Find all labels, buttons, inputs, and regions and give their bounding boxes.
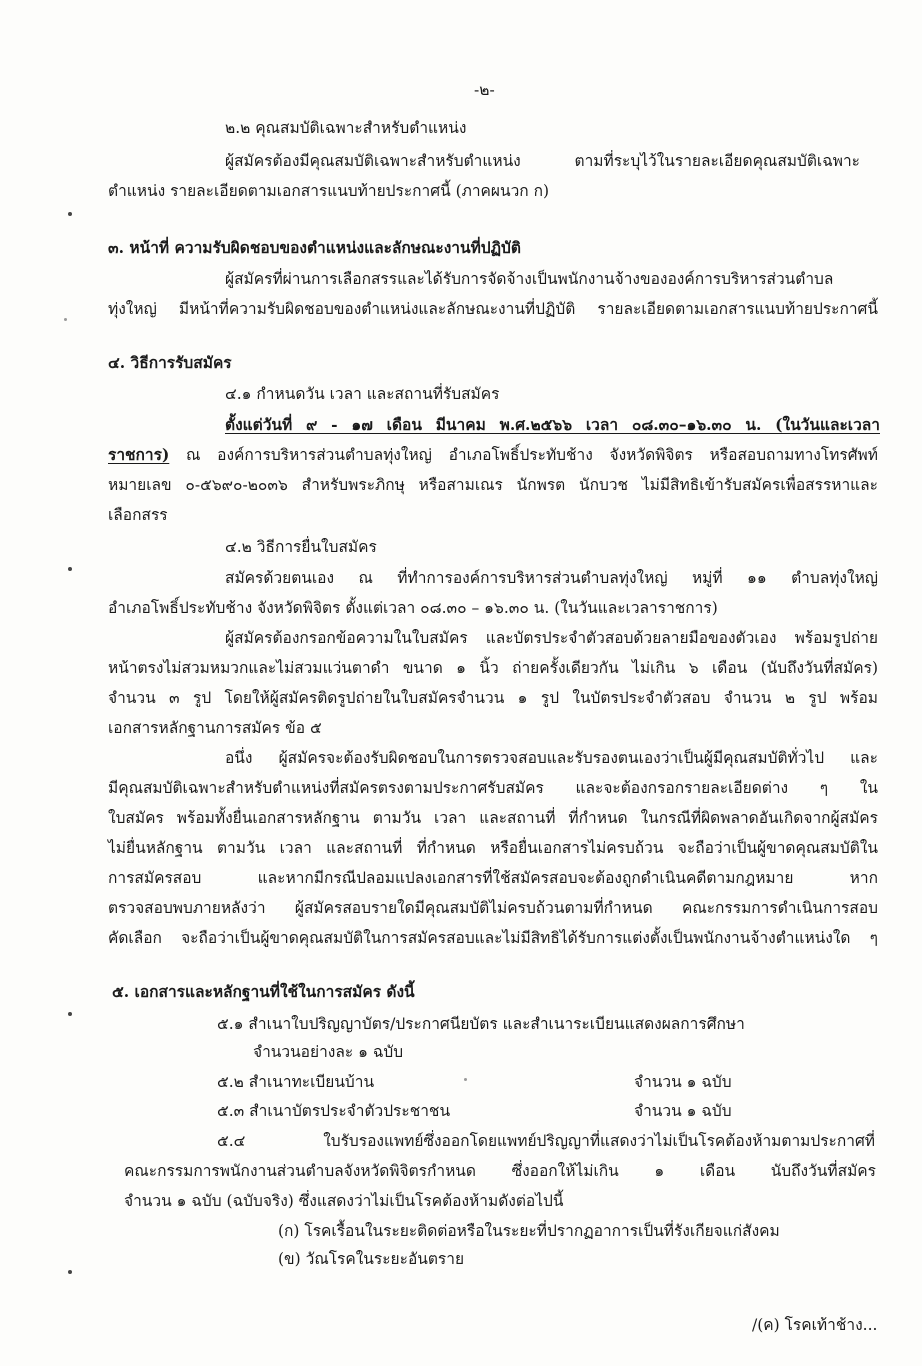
section-4-2-text: ใบสมัคร พร้อมทั้งยื่นเอกสารหลักฐาน ตามวัน เวลา และสถานที่ ที่กำหนด ในกรณีที่ผิดพลาดอันเกิดจากผู้สมัคร [108, 809, 878, 827]
scan-speck [68, 1270, 72, 1274]
section-5-1-text: ๕.๑ สำเนาใบปริญญาบัตร/ประกาศนียบัตร และสำเนาระเบียนแสดงผลการศึกษา [217, 1015, 745, 1033]
section-4-2-text: การสมัครสอบ และหากมีกรณีปลอมแปลงเอกสารที่ใช้สมัครสอบจะต้องถูกดำเนินคดีตามกฎหมาย หาก [108, 869, 878, 887]
application-period-end: ราชการ) [108, 445, 170, 464]
section-4-2-text: เอกสารหลักฐานการสมัคร ข้อ ๕ [108, 719, 322, 737]
scan-speck [64, 318, 67, 321]
section-4-1-text: หมายเลข ๐-๕๖๙๐-๒๐๓๖ สำหรับพระภิกษุ หรือสามเณร นักพรต นักบวช ไม่มีสิทธิเข้ารับสมัครเพื่อสรรหาและ [108, 476, 878, 494]
section-4-1-location: ณ องค์การบริหารส่วนตำบลทุ่งใหญ่ อำเภอโพธิ์ประทับช้าง จังหวัดพิจิตร หรือสอบถามทางโทรศัพท์ [169, 446, 878, 464]
disease-item-b: (ข) วัณโรคในระยะอันตราย [278, 1250, 465, 1268]
section-5-heading: ๕. เอกสารและหลักฐานที่ใช้ในการสมัคร ดังนี้ [112, 982, 415, 1001]
section-5-1-text: จำนวนอย่างละ ๑ ฉบับ [253, 1043, 404, 1061]
scan-speck [68, 212, 72, 216]
section-4-2-text: ไม่ยื่นหลักฐาน ตามวัน เวลา และสถานที่ ที่กำหนด หรือยื่นเอกสารไม่ครบถ้วน จะถือว่าเป็นผู้ขาดคุณสมบัติใน [108, 839, 878, 857]
section-3-text: ผู้สมัครที่ผ่านการเลือกสรรและได้รับการจัดจ้างเป็นพนักงานจ้างขององค์การบริหารส่วนตำบล [225, 270, 834, 288]
section-4-2-text: สมัครด้วยตนเอง ณ ที่ทำการองค์การบริหารส่วนตำบลทุ่งใหญ่ หมู่ที่ ๑๑ ตำบลทุ่งใหญ่ [225, 569, 878, 587]
section-2-2-heading: ๒.๒ คุณสมบัติเฉพาะสำหรับตำแหน่ง [225, 119, 467, 137]
scan-speck [68, 567, 72, 571]
scan-speck [68, 1012, 72, 1016]
section-4-2-text: จำนวน ๓ รูป โดยให้ผู้สมัครติดรูปถ่ายในใบสมัครจำนวน ๑ รูป ในบัตรประจำตัวสอบ จำนวน ๒ รูป พร้อม [108, 689, 878, 707]
section-4-heading: ๔. วิธีการรับสมัคร [108, 353, 232, 372]
page-number: -๒- [474, 81, 495, 99]
continuation-note: /(ค) โรคเท้าช้าง... [752, 1316, 878, 1334]
section-4-2-text: ตรวจสอบพบภายหลังว่า ผู้สมัครสอบรายใดมีคุณสมบัติไม่ครบถ้วนตามที่กำหนด คณะกรรมการดำเนินการสอบ [108, 899, 878, 917]
section-4-2-text: อำเภอโพธิ์ประทับช้าง จังหวัดพิจิตร ตั้งแต่เวลา ๐๘.๓๐ – ๑๖.๓๐ น. (ในวันและเวลาราชการ) [108, 599, 718, 617]
section-5-3-quantity: จำนวน ๑ ฉบับ [634, 1102, 732, 1120]
section-2-2-text: ผู้สมัครต้องมีคุณสมบัติเฉพาะสำหรับตำแหน่ง ตามที่ระบุไว้ในรายละเอียดคุณสมบัติเฉพาะ [225, 152, 860, 170]
section-3-text: ทุ่งใหญ่ มีหน้าที่ความรับผิดชอบของตำแหน่งและลักษณะงานที่ปฏิบัติ รายละเอียดตามเอกสารแนบท้ายประกาศนี้ [108, 300, 878, 318]
section-4-1-heading: ๔.๑ กำหนดวัน เวลา และสถานที่รับสมัคร [225, 385, 500, 403]
section-5-4-text: ๕.๔ ใบรับรองแพทย์ซึ่งออกโดยแพทย์ปริญญาที่แสดงว่าไม่เป็นโรคต้องห้ามตามประกาศที่ [217, 1132, 875, 1150]
section-4-2-text: หน้าตรงไม่สวมหมวกและไม่สวมแว่นตาดำ ขนาด ๑ นิ้ว ถ่ายครั้งเดียวกัน ไม่เกิน ๖ เดือน (นับถึงวันที่สมัคร) [108, 659, 878, 677]
disease-item-a: (ก) โรคเรื้อนในระยะติดต่อหรือในระยะที่ปรากฏอาการเป็นที่รังเกียจแก่สังคม [278, 1222, 780, 1240]
section-5-4-text: จำนวน ๑ ฉบับ (ฉบับจริง) ซึ่งแสดงว่าไม่เป็นโรคต้องห้ามดังต่อไปนี้ [124, 1192, 564, 1210]
section-3-heading: ๓. หน้าที่ ความรับผิดชอบของตำแหน่งและลักษณะงานที่ปฏิบัติ [108, 238, 521, 257]
section-4-2-text: อนึ่ง ผู้สมัครจะต้องรับผิดชอบในการตรวจสอบและรับรองตนเองว่าเป็นผู้มีคุณสมบัติทั่วไป และ [225, 749, 878, 767]
application-period: ตั้งแต่วันที่ ๙ - ๑๗ เดือน มีนาคม พ.ศ.๒๕๖๖ เวลา ๐๘.๓๐–๑๖.๓๐ น. (ในวันและเวลา [225, 415, 880, 434]
section-2-2-text: ตำแหน่ง รายละเอียดตามเอกสารแนบท้ายประกาศนี้ (ภาคผนวก ก) [108, 182, 550, 200]
section-4-2-heading: ๔.๒ วิธีการยื่นใบสมัคร [225, 538, 377, 556]
section-4-1-text [108, 444, 878, 466]
section-4-2-text: คัดเลือก จะถือว่าเป็นผู้ขาดคุณสมบัติในการสมัครสอบและไม่มีสิทธิได้รับการแต่งตั้งเป็นพนักงานจ้างตำแหน่งใด ๆ [108, 929, 878, 947]
section-4-2-text: ผู้สมัครต้องกรอกข้อความในใบสมัคร และบัตรประจำตัวสอบด้วยลายมือของตัวเอง พร้อมรูปถ่าย [225, 629, 878, 647]
section-5-3-label: ๕.๓ สำเนาบัตรประจำตัวประชาชน [217, 1102, 451, 1120]
section-5-2-label: ๕.๒ สำเนาทะเบียนบ้าน [217, 1073, 375, 1091]
section-5-4-text: คณะกรรมการพนักงานส่วนตำบลจังหวัดพิจิตรกำหนด ซึ่งออกให้ไม่เกิน ๑ เดือน นับถึงวันที่สมัคร [124, 1162, 876, 1180]
section-4-1-text: เลือกสรร [108, 506, 168, 524]
section-5-2-quantity: จำนวน ๑ ฉบับ [634, 1073, 732, 1091]
scan-speck [464, 1078, 467, 1081]
section-4-2-text: มีคุณสมบัติเฉพาะสำหรับตำแหน่งที่สมัครตรงตามประกาศรับสมัคร และจะต้องกรอกรายละเอียดต่าง ๆ ใน [108, 779, 878, 797]
